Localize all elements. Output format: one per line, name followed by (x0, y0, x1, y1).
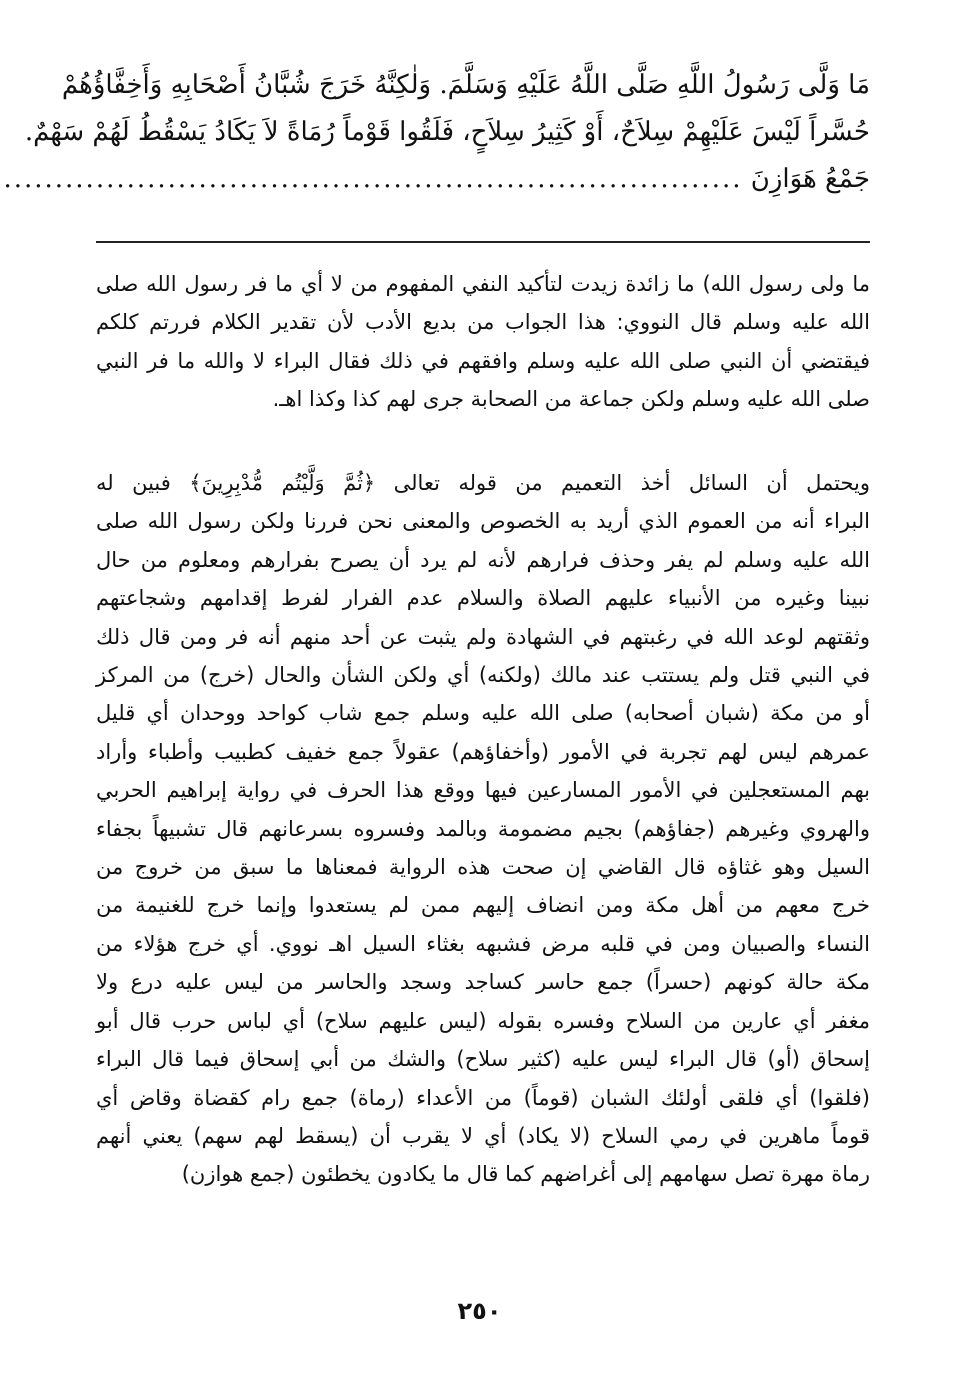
commentary-paragraph-1 (96, 265, 870, 419)
hadith-line (3, 156, 870, 203)
commentary-line: الله عليه وسلم قال النووي: هذا الجواب من بديع الأدب لأن تقدير الكلام فررتم كلكم (96, 310, 870, 335)
commentary-line: عمرهم ليس لهم تجربة في الأمور (وأخفاؤهم) عقولاً جمع خفيف كطبيب وأطباء وأراد (96, 739, 870, 764)
hadith-line-text: جَمْعُ هَوَازِنَ (750, 164, 870, 194)
commentary-line: ما ولى رسول الله) ما زائدة زيدت لتأكيد النفي المفهوم من لا أي ما فر رسول الله صلى (96, 272, 870, 296)
page-number: ٢٥٠ (457, 1297, 502, 1325)
commentary-line: الله عليه وسلم لم يفر وحذف فرارهم لأنه لم يرد أن يصرح بفرارهم ومعلوم من حال (96, 547, 870, 572)
commentary-line: (فلقوا) أي فلقى أولئك الشبان (قوماً) من الأعداء (رماة) جمع رام كقضاة وقاض أي (96, 1085, 870, 1110)
commentary-line: البراء أنه من العموم الذي أريد به الخصوص والمعنى نحن فررنا ولكن رسول الله صلى (96, 509, 870, 534)
section-divider (96, 241, 870, 243)
commentary-line: قوماً ماهرين في رمي السلاح (لا يكاد) أي لا يقرب أن (يسقط لهم سهم) يعني أنهم (96, 1123, 870, 1148)
commentary-line: نبينا وغيره من الأنبياء عليهم الصلاة والسلام عدم الفرار لفرط إقدامهم وشجاعتهم (96, 586, 870, 611)
commentary-line: أو من مكة (شبان أصحابه) صلى الله عليه وسلم جمع شاب كواحد ووحدان أي قليل (96, 701, 870, 726)
commentary-paragraph-2 (96, 464, 870, 1194)
commentary-line: رماة مهرة تصل سهامهم إلى أغراضهم كما قال ما يكادون يخطئون (جمع هوازن) (181, 1162, 870, 1187)
commentary-line: مكة حالة كونهم (حسراً) جمع حاسر كساجد وسجد والحاسر من ليس عليه درع ولا (96, 970, 870, 995)
hadith-line: مَا وَلَّى رَسُولُ اللَّهِ صَلَّى اللَّهُ عَلَيْهِ وَسَلَّمَ. وَلٰكِنَّهُ خَرَجَ شُبَّانُ أَصْحَابِهِ وَأَخِفَّاؤُهُمْ (61, 70, 870, 100)
commentary-line: فيقتضي أن النبي صلى الله عليه وسلم وافقهم في ذلك فقال البراء لا والله ما فر النبي (96, 348, 870, 373)
commentary-line: وثقتهم لوعد الله في رغبتهم في الشهادة ولم يثبت عن أحد منهم أنه فر ومن قال ذلك (96, 624, 870, 649)
commentary-line: خرج معهم من أهل مكة ومن انضاف إليهم ممن لم يستعدوا وإنما خرج للغنيمة من (96, 893, 870, 918)
hadith-text (3, 62, 870, 203)
commentary-line: بهم المستعجلين في الأمور المسارعين فيها ووقع هذا الحرف في رواية إبراهيم الحربي (96, 778, 870, 803)
commentary-line: السيل وهو غثاؤه قال القاضي إن صحت هذه الرواية فمعناها ما سبق من خروج من (96, 855, 870, 880)
commentary-line: ويحتمل أن السائل أخذ التعميم من قوله تعالى ﴿ثُمَّ وَلَّيْتُم مُّدْبِرِينَ﴾ فبين له (96, 471, 870, 495)
commentary-line: إسحاق (أو) قال البراء ليس عليه (كثير سلاح) والشك من أبي إسحاق فيما قال البراء (96, 1047, 870, 1072)
commentary-line: النساء والصبيان ومن في قلبه مرض فشبهه بغثاء السيل اهـ نووي. أي خرج هؤلاء من (96, 931, 870, 956)
commentary-line: صلى الله عليه وسلم ولكن جماعة من الصحابة جرى لهم كذا وكذا اهـ. (272, 387, 870, 412)
commentary-line: مغفر أي عارين من السلاح وفسره بقوله (ليس عليهم سلاح) أي لباس حرب قال أبو (96, 1008, 870, 1033)
commentary-line: والهروي وغيرهم (جفاؤهم) بجيم مضمومة وبالمد وفسروه بسرعانهم قال تشبيهاً بجفاء (96, 816, 870, 841)
dotted-leader: ........................................................................ (3, 164, 743, 194)
hadith-line: حُسَّراً لَيْسَ عَلَيْهِمْ سِلاَحٌ، أَوْ كَثِيرُ سِلاَحٍ، فَلَقُوا قَوْماً رُمَاةً لاَ يَكَادُ يَسْقُطُ لَهُمْ سَهْمٌ. (24, 117, 870, 147)
commentary-line: في النبي قتل ولم يستتب عند مالك (ولكنه) أي ولكن الشأن والحال (خرج) من المركز (96, 663, 870, 688)
